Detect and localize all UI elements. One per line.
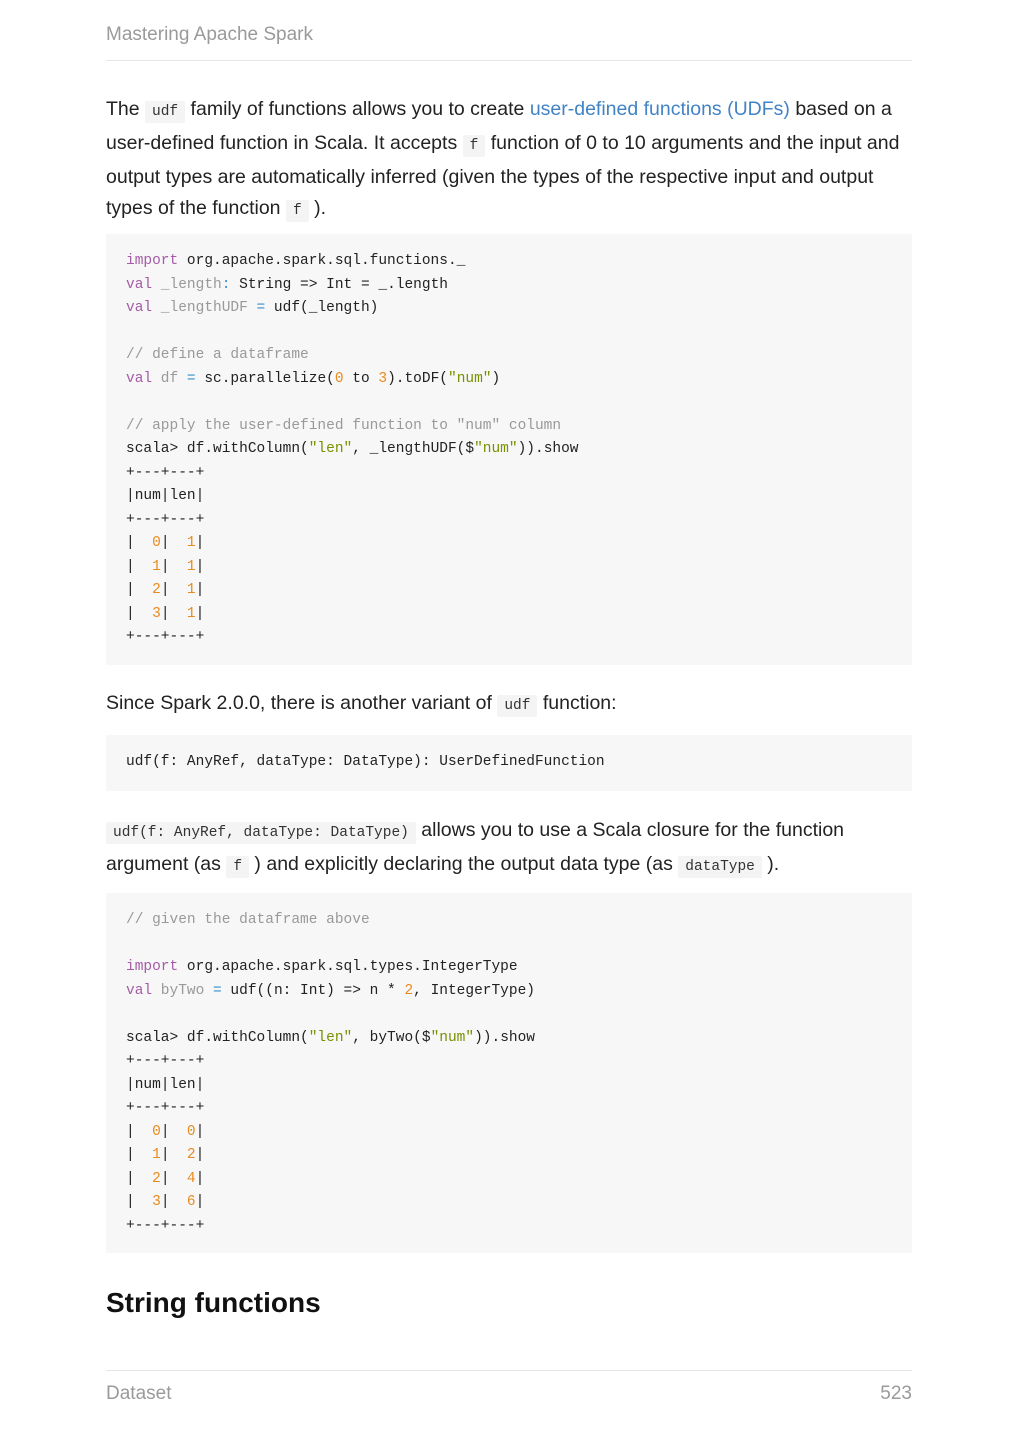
udf-variant-paragraph: Since Spark 2.0.0, there is another variant of udf function: bbox=[106, 688, 912, 722]
page-footer bbox=[106, 1370, 912, 1405]
code-block-udf-example[interactable]: import org.apache.spark.sql.functions._ val _length: String => Int = _.length val _lengthUDF = udf(_length) // define a dataframe val df = sc.parallelize(0 to 3).toDF("num") // apply the user-defined function to "num" column scala> df.withColumn("len", _lengthUDF($"num")).show +---+---+ |num|len| +---+---+ | 0| 1| | 1| 1| | 2| 1| | 3| 1| +---+---+ bbox=[106, 234, 912, 665]
page-header bbox=[106, 24, 912, 61]
inline-code-f: f bbox=[286, 200, 309, 222]
inline-code-f: f bbox=[226, 856, 249, 878]
footer-chapter: Dataset bbox=[106, 1383, 172, 1404]
inline-code-udf: udf bbox=[497, 695, 537, 717]
code-block-udf-signature[interactable]: udf(f: AnyRef, dataType: DataType): UserDefinedFunction bbox=[106, 735, 912, 791]
udf-closure-paragraph: udf(f: AnyRef, dataType: DataType) allows you to use a Scala closure for the function argument (as f ) and explicitly declaring the output data type (as dataType ). bbox=[106, 815, 912, 883]
code-block-bytwo-example[interactable]: // given the dataframe above import org.apache.spark.sql.types.IntegerType val byTwo = udf((n: Int) => n * 2, IntegerType) scala> df.withColumn("len", byTwo($"num")).show +---+---+ |num|len| +---+---+ | 0| 0| | 1| 2| | 2| 4| | 3| 6| +---+---+ bbox=[106, 893, 912, 1253]
inline-code-udf: udf bbox=[145, 101, 185, 123]
udf-intro-paragraph: The udf family of functions allows you to create user-defined functions (UDFs) based on a user-defined function in Scala. It accepts f function of 0 to 10 arguments and the input and output types are automatically inferred (given the types of the respective input and output types of the function f ). bbox=[106, 94, 912, 227]
section-heading-string-functions: String functions bbox=[106, 1287, 321, 1318]
inline-code-udf-signature: udf(f: AnyRef, dataType: DataType) bbox=[106, 822, 416, 844]
udf-link[interactable]: user-defined functions (UDFs) bbox=[529, 98, 790, 120]
book-title: Mastering Apache Spark bbox=[106, 24, 314, 45]
page-number: 523 bbox=[880, 1383, 912, 1404]
inline-code-datatype: dataType bbox=[678, 856, 762, 878]
inline-code-f: f bbox=[463, 135, 486, 157]
